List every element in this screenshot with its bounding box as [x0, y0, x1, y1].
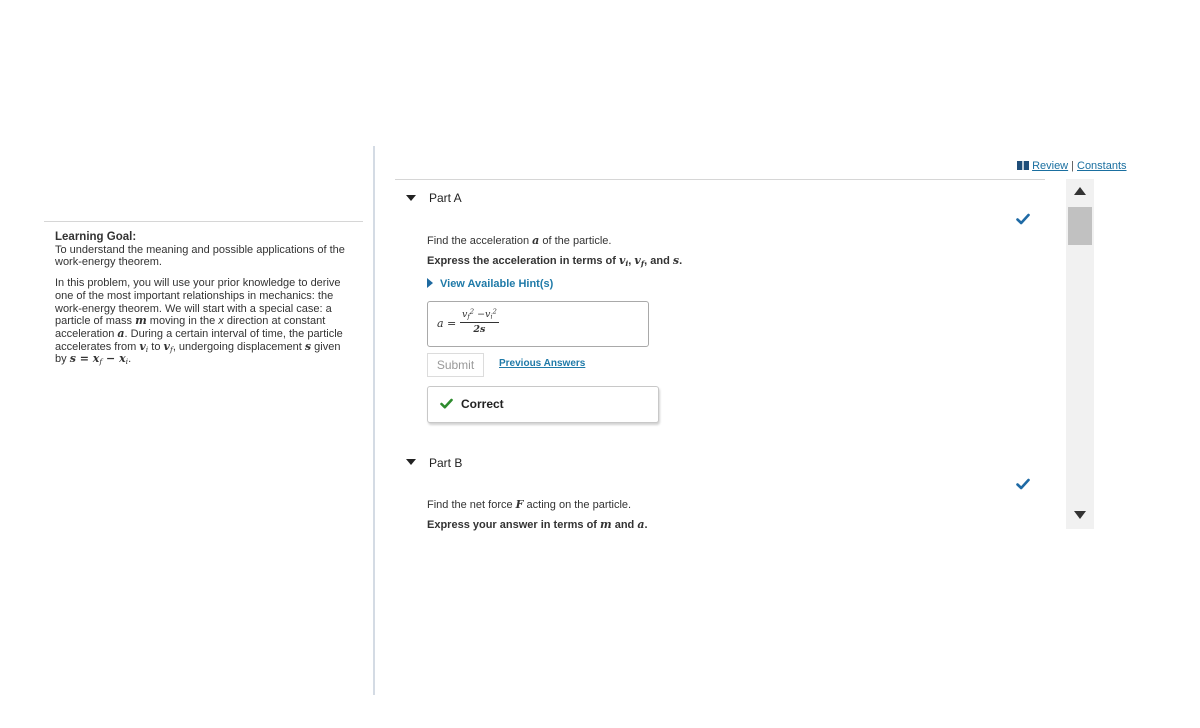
constants-link[interactable]: Constants [1077, 160, 1127, 172]
hint-triangle-icon [427, 278, 433, 288]
part-a-caret-down-icon[interactable] [406, 195, 416, 201]
panel-divider [373, 146, 375, 695]
part-a-checkmark-icon [1016, 213, 1030, 225]
submit-button[interactable]: Submit [427, 353, 484, 377]
part-b-express: Express your answer in terms of m and a. [427, 518, 648, 531]
learning-goal-panel [55, 231, 355, 366]
scroll-up-icon[interactable] [1074, 187, 1086, 195]
part-b-checkmark-icon [1016, 478, 1030, 490]
scrollbar[interactable] [1066, 179, 1094, 529]
part-b-title[interactable]: Part B [429, 456, 463, 470]
learning-goal-text: To understand the meaning and possible applications of the work-energy theorem. [55, 243, 345, 269]
answer-lhs: a = [437, 317, 457, 330]
book-icon [1017, 161, 1029, 170]
left-panel-divider [44, 221, 363, 222]
correct-label: Correct [461, 397, 504, 411]
view-hints-link[interactable]: View Available Hint(s) [427, 278, 553, 290]
scroll-down-icon[interactable] [1074, 511, 1086, 519]
correct-checkmark-icon [440, 398, 453, 409]
correct-feedback [427, 386, 659, 423]
link-separator: | [1071, 160, 1074, 172]
part-a-express: Express the acceleration in terms of $v_i$, $v_f$, and s. [427, 254, 683, 268]
previous-answers-link[interactable]: Previous Answers [499, 358, 586, 369]
answer-box[interactable] [427, 301, 649, 347]
answer-fraction: $\frac{v_f^2 -v_i^2}{2s}$ [462, 307, 497, 335]
problem-intro: In this problem, you will use your prior knowledge to derive one of the most important relationships in mechanics: the work-energy theorem. We will start with a special case: a particle of mass m moving in the x direction at constant acceleration a. During a certain interval of time, the particle accelerates from $v_i$ to $v_f$, undergoing displacement s given by $s = x_f - x_i$. [55, 277, 343, 367]
part-a-question: Find the acceleration a of the particle. [427, 234, 612, 247]
scroll-thumb[interactable] [1068, 207, 1092, 245]
top-links [1017, 160, 1127, 172]
part-b-question: Find the net force F acting on the particle. [427, 498, 632, 511]
part-a-title[interactable]: Part A [429, 191, 462, 205]
review-link[interactable]: Review [1032, 160, 1069, 172]
learning-goal-heading: Learning Goal: [55, 231, 137, 243]
part-b-caret-down-icon[interactable] [406, 459, 416, 465]
header-divider [395, 179, 1045, 180]
